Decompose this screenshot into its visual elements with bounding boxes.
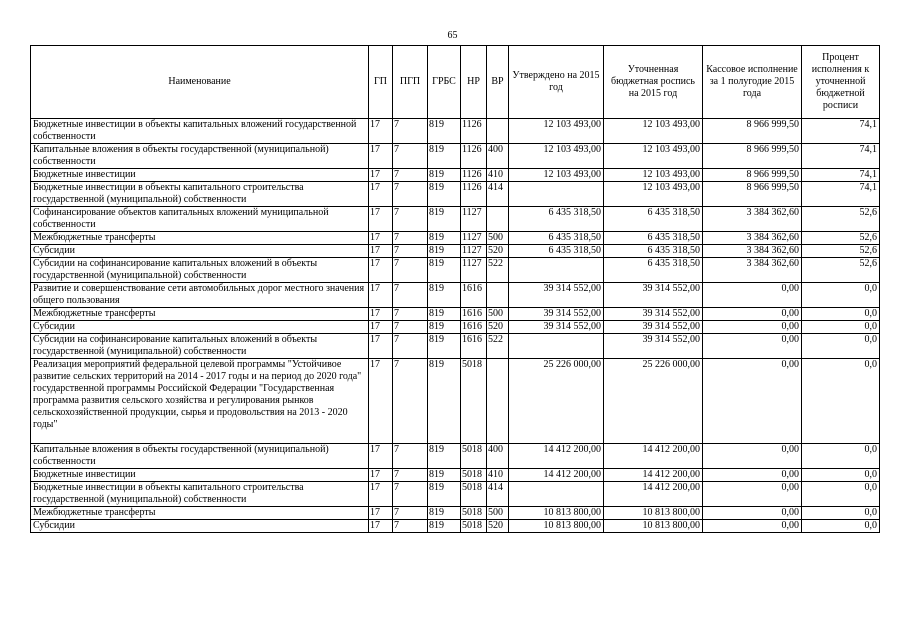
cell-refined: 14 412 200,00	[604, 469, 703, 482]
cell-grbs: 819	[428, 321, 461, 334]
cell-vr	[487, 119, 509, 144]
cell-refined: 6 435 318,50	[604, 258, 703, 283]
cell-nr: 1127	[461, 245, 487, 258]
cell-name: Бюджетные инвестиции в объекты капитального строительства государственной (муниципальной) собственности	[31, 482, 369, 507]
cell-refined: 39 314 552,00	[604, 321, 703, 334]
cell-gp: 17	[369, 207, 393, 232]
cell-approved: 14 412 200,00	[509, 469, 604, 482]
cell-grbs: 819	[428, 232, 461, 245]
col-header-cash: Кассовое исполнение за 1 полугодие 2015 года	[703, 46, 802, 119]
table-row	[31, 283, 880, 308]
cell-gp: 17	[369, 469, 393, 482]
cell-percent: 52,6	[802, 207, 880, 232]
cell-cash: 0,00	[703, 334, 802, 359]
cell-grbs: 819	[428, 182, 461, 207]
cell-approved: 10 813 800,00	[509, 507, 604, 520]
table-body	[31, 119, 880, 533]
table-row	[31, 321, 880, 334]
cell-nr: 5018	[461, 359, 487, 444]
cell-percent: 52,6	[802, 232, 880, 245]
cell-name: Субсидии на софинансирование капитальных вложений в объекты государственной (муниципальной) собственности	[31, 258, 369, 283]
cell-grbs: 819	[428, 469, 461, 482]
cell-refined: 14 412 200,00	[604, 482, 703, 507]
cell-nr: 5018	[461, 507, 487, 520]
cell-nr: 5018	[461, 469, 487, 482]
cell-percent: 74,1	[802, 119, 880, 144]
cell-approved	[509, 182, 604, 207]
cell-approved	[509, 482, 604, 507]
cell-grbs: 819	[428, 359, 461, 444]
cell-name: Реализация мероприятий федеральной целевой программы "Устойчивое развитие сельских территорий на 2014 - 2017 годы и на период до 2020 года" государственной программы Российской Федерации "Государственная программа развития сельского хозяйства и регулирования рынков сельскохозяйственной продукции, сырья и продовольствия на 2013 - 2020 годы"	[31, 359, 369, 444]
cell-cash: 8 966 999,50	[703, 144, 802, 169]
cell-nr: 1126	[461, 144, 487, 169]
col-header-gp: ГП	[369, 46, 393, 119]
cell-pgp: 7	[393, 245, 428, 258]
cell-vr: 500	[487, 507, 509, 520]
cell-approved: 39 314 552,00	[509, 283, 604, 308]
cell-refined: 10 813 800,00	[604, 520, 703, 533]
cell-approved: 12 103 493,00	[509, 169, 604, 182]
cell-approved: 6 435 318,50	[509, 245, 604, 258]
cell-pgp: 7	[393, 169, 428, 182]
cell-cash: 3 384 362,60	[703, 258, 802, 283]
cell-percent: 0,0	[802, 507, 880, 520]
cell-cash: 8 966 999,50	[703, 119, 802, 144]
cell-cash: 8 966 999,50	[703, 169, 802, 182]
cell-vr: 500	[487, 308, 509, 321]
cell-pgp: 7	[393, 232, 428, 245]
cell-percent: 0,0	[802, 444, 880, 469]
cell-grbs: 819	[428, 334, 461, 359]
cell-vr: 500	[487, 232, 509, 245]
cell-refined: 14 412 200,00	[604, 444, 703, 469]
cell-approved: 6 435 318,50	[509, 232, 604, 245]
cell-cash: 3 384 362,60	[703, 232, 802, 245]
cell-name: Субсидии	[31, 520, 369, 533]
cell-vr	[487, 207, 509, 232]
budget-table	[30, 45, 880, 533]
cell-vr	[487, 359, 509, 444]
cell-pgp: 7	[393, 334, 428, 359]
cell-cash: 0,00	[703, 469, 802, 482]
table-row	[31, 169, 880, 182]
cell-nr: 1616	[461, 334, 487, 359]
cell-name: Софинансирование объектов капитальных вложений муниципальной собственности	[31, 207, 369, 232]
cell-approved: 39 314 552,00	[509, 321, 604, 334]
cell-grbs: 819	[428, 482, 461, 507]
cell-gp: 17	[369, 232, 393, 245]
cell-grbs: 819	[428, 507, 461, 520]
cell-grbs: 819	[428, 308, 461, 321]
cell-grbs: 819	[428, 119, 461, 144]
table-row	[31, 334, 880, 359]
cell-percent: 0,0	[802, 283, 880, 308]
cell-nr: 5018	[461, 520, 487, 533]
cell-vr: 410	[487, 169, 509, 182]
cell-refined: 12 103 493,00	[604, 144, 703, 169]
cell-gp: 17	[369, 245, 393, 258]
col-header-approved: Утверждено на 2015 год	[509, 46, 604, 119]
cell-grbs: 819	[428, 169, 461, 182]
cell-cash: 3 384 362,60	[703, 245, 802, 258]
cell-approved	[509, 334, 604, 359]
col-header-nr: НР	[461, 46, 487, 119]
cell-percent: 0,0	[802, 321, 880, 334]
cell-percent: 74,1	[802, 169, 880, 182]
cell-name: Бюджетные инвестиции	[31, 469, 369, 482]
cell-nr: 1616	[461, 283, 487, 308]
cell-vr: 414	[487, 182, 509, 207]
table-row	[31, 207, 880, 232]
cell-percent: 0,0	[802, 469, 880, 482]
cell-cash: 0,00	[703, 482, 802, 507]
table-row	[31, 245, 880, 258]
col-header-pgp: ПГП	[393, 46, 428, 119]
cell-refined: 6 435 318,50	[604, 245, 703, 258]
cell-name: Межбюджетные трансферты	[31, 507, 369, 520]
table-row	[31, 507, 880, 520]
cell-name: Межбюджетные трансферты	[31, 232, 369, 245]
cell-pgp: 7	[393, 119, 428, 144]
cell-refined: 12 103 493,00	[604, 169, 703, 182]
cell-name: Бюджетные инвестиции в объекты капитального строительства государственной (муниципальной) собственности	[31, 182, 369, 207]
cell-percent: 74,1	[802, 182, 880, 207]
cell-name: Межбюджетные трансферты	[31, 308, 369, 321]
cell-grbs: 819	[428, 283, 461, 308]
cell-vr: 520	[487, 520, 509, 533]
cell-vr: 414	[487, 482, 509, 507]
cell-pgp: 7	[393, 520, 428, 533]
cell-refined: 10 813 800,00	[604, 507, 703, 520]
cell-cash: 0,00	[703, 507, 802, 520]
cell-vr: 522	[487, 258, 509, 283]
cell-name: Субсидии	[31, 245, 369, 258]
cell-refined: 6 435 318,50	[604, 232, 703, 245]
cell-vr: 410	[487, 469, 509, 482]
cell-grbs: 819	[428, 444, 461, 469]
cell-gp: 17	[369, 144, 393, 169]
page-number: 65	[447, 30, 458, 41]
cell-name: Субсидии	[31, 321, 369, 334]
cell-percent: 0,0	[802, 334, 880, 359]
cell-name: Капитальные вложения в объекты государственной (муниципальной) собственности	[31, 444, 369, 469]
table-row	[31, 482, 880, 507]
cell-pgp: 7	[393, 359, 428, 444]
cell-nr: 5018	[461, 482, 487, 507]
table-row	[31, 258, 880, 283]
cell-pgp: 7	[393, 144, 428, 169]
cell-approved: 6 435 318,50	[509, 207, 604, 232]
cell-gp: 17	[369, 119, 393, 144]
cell-grbs: 819	[428, 520, 461, 533]
cell-cash: 8 966 999,50	[703, 182, 802, 207]
cell-refined: 6 435 318,50	[604, 207, 703, 232]
cell-grbs: 819	[428, 258, 461, 283]
cell-cash: 3 384 362,60	[703, 207, 802, 232]
table-row	[31, 119, 880, 144]
cell-vr: 522	[487, 334, 509, 359]
cell-vr	[487, 283, 509, 308]
cell-refined: 25 226 000,00	[604, 359, 703, 444]
col-header-refined: Уточненная бюджетная роспись на 2015 год	[604, 46, 703, 119]
table-row	[31, 359, 880, 444]
cell-gp: 17	[369, 482, 393, 507]
cell-pgp: 7	[393, 182, 428, 207]
cell-approved: 10 813 800,00	[509, 520, 604, 533]
cell-nr: 1616	[461, 321, 487, 334]
cell-cash: 0,00	[703, 308, 802, 321]
cell-approved: 25 226 000,00	[509, 359, 604, 444]
cell-nr: 1127	[461, 232, 487, 245]
table-row	[31, 232, 880, 245]
cell-vr: 400	[487, 144, 509, 169]
cell-name: Субсидии на софинансирование капитальных вложений в объекты государственной (муниципальной) собственности	[31, 334, 369, 359]
cell-gp: 17	[369, 321, 393, 334]
cell-cash: 0,00	[703, 283, 802, 308]
cell-refined: 39 314 552,00	[604, 308, 703, 321]
cell-approved: 39 314 552,00	[509, 308, 604, 321]
cell-nr: 1126	[461, 182, 487, 207]
cell-nr: 5018	[461, 444, 487, 469]
col-header-vr: ВР	[487, 46, 509, 119]
cell-percent: 52,6	[802, 245, 880, 258]
cell-cash: 0,00	[703, 321, 802, 334]
cell-pgp: 7	[393, 207, 428, 232]
cell-nr: 1616	[461, 308, 487, 321]
cell-cash: 0,00	[703, 444, 802, 469]
cell-percent: 52,6	[802, 258, 880, 283]
cell-grbs: 819	[428, 144, 461, 169]
cell-gp: 17	[369, 308, 393, 321]
cell-approved: 12 103 493,00	[509, 144, 604, 169]
cell-refined: 39 314 552,00	[604, 334, 703, 359]
cell-gp: 17	[369, 258, 393, 283]
cell-grbs: 819	[428, 245, 461, 258]
col-header-grbs: ГРБС	[428, 46, 461, 119]
cell-gp: 17	[369, 169, 393, 182]
table-row	[31, 469, 880, 482]
cell-pgp: 7	[393, 469, 428, 482]
cell-percent: 0,0	[802, 520, 880, 533]
cell-name: Развитие и совершенствование сети автомобильных дорог местного значения общего пользования	[31, 283, 369, 308]
cell-pgp: 7	[393, 482, 428, 507]
cell-pgp: 7	[393, 444, 428, 469]
cell-approved: 14 412 200,00	[509, 444, 604, 469]
cell-percent: 0,0	[802, 359, 880, 444]
cell-gp: 17	[369, 444, 393, 469]
cell-refined: 12 103 493,00	[604, 119, 703, 144]
cell-name: Капитальные вложения в объекты государственной (муниципальной) собственности	[31, 144, 369, 169]
cell-name: Бюджетные инвестиции	[31, 169, 369, 182]
cell-name: Бюджетные инвестиции в объекты капитальных вложений государственной собственности	[31, 119, 369, 144]
table-row	[31, 182, 880, 207]
cell-pgp: 7	[393, 507, 428, 520]
cell-pgp: 7	[393, 258, 428, 283]
table-row	[31, 144, 880, 169]
cell-approved: 12 103 493,00	[509, 119, 604, 144]
table-header-row	[31, 46, 880, 119]
cell-vr: 520	[487, 245, 509, 258]
cell-percent: 0,0	[802, 308, 880, 321]
cell-cash: 0,00	[703, 359, 802, 444]
cell-gp: 17	[369, 182, 393, 207]
cell-nr: 1126	[461, 119, 487, 144]
cell-percent: 0,0	[802, 482, 880, 507]
col-header-percent: Процент исполнения к уточненной бюджетной росписи	[802, 46, 880, 119]
cell-gp: 17	[369, 334, 393, 359]
cell-gp: 17	[369, 507, 393, 520]
cell-percent: 74,1	[802, 144, 880, 169]
cell-approved	[509, 258, 604, 283]
cell-grbs: 819	[428, 207, 461, 232]
cell-pgp: 7	[393, 321, 428, 334]
cell-vr: 400	[487, 444, 509, 469]
cell-nr: 1126	[461, 169, 487, 182]
cell-refined: 39 314 552,00	[604, 283, 703, 308]
cell-pgp: 7	[393, 308, 428, 321]
cell-gp: 17	[369, 283, 393, 308]
cell-gp: 17	[369, 359, 393, 444]
cell-pgp: 7	[393, 283, 428, 308]
table-row	[31, 308, 880, 321]
table-row	[31, 444, 880, 469]
cell-nr: 1127	[461, 207, 487, 232]
col-header-name: Наименование	[31, 46, 369, 119]
table-row	[31, 520, 880, 533]
cell-cash: 0,00	[703, 520, 802, 533]
cell-nr: 1127	[461, 258, 487, 283]
cell-vr: 520	[487, 321, 509, 334]
cell-gp: 17	[369, 520, 393, 533]
cell-refined: 12 103 493,00	[604, 182, 703, 207]
